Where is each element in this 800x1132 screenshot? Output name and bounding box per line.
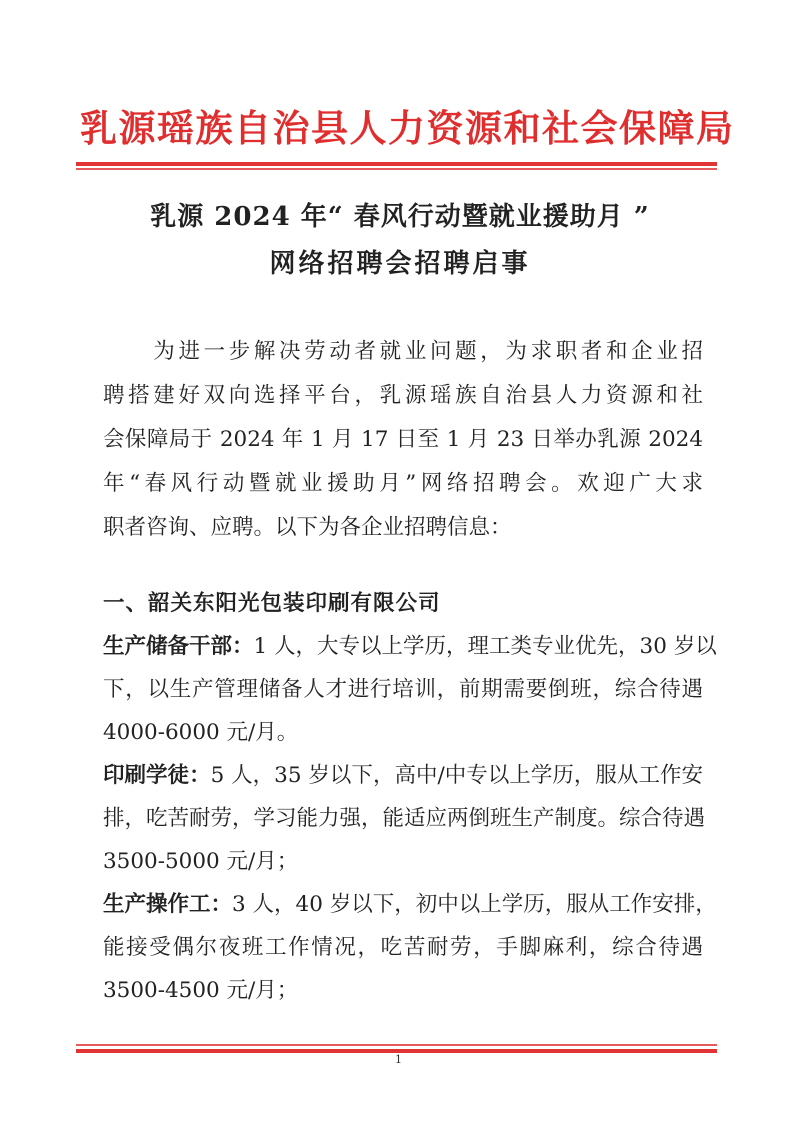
page-number: 1 [395,1053,402,1066]
position-text: 5 人，35 岁以下，高中/中专以上学历，服从工作安 [210,763,703,788]
company-heading: 一、韶关东阳光包装印刷有限公司 [103,591,441,616]
letterhead-rule-thin [76,168,717,170]
position-line: 3500-4500 元/月； [103,978,299,1003]
intro-line: 年“春风行动暨就业援助月”网络招聘会。欢迎广大求 [103,471,703,496]
intro-line: 职者咨询、应聘。以下为各企业招聘信息： [103,515,512,540]
position-line: 下，以生产管理储备人才进行培训，前期需要倒班，综合待遇 [103,677,703,702]
position-first-line [103,754,703,797]
letterhead-agency-name: 乳源瑶族自治县人力资源和社会保障局 [80,106,735,150]
position-text: 1 人，大专以上学历，理工类专业优先，30 岁以 [253,634,717,659]
position-text: 3 人，40 岁以下，初中以上学历，服从工作安排， [232,892,717,917]
letterhead-rule-thick [76,162,717,166]
position-first-line [103,625,717,668]
position-title: 生产操作工： [103,892,233,917]
document-title-line-2: 网络招聘会招聘启事 [269,249,531,279]
position-title: 生产储备干部： [103,634,254,659]
intro-line: 为进一步解决劳动者就业问题，为求职者和企业招 [103,339,703,364]
company-section [103,582,717,1012]
position-line: 4000-6000 元/月。 [103,720,299,745]
position-line: 能接受偶尔夜班工作情况，吃苦耐劳，手脚麻利，综合待遇 [103,935,703,960]
position-line: 排，吃苦耐劳，学习能力强，能适应两倒班生产制度。综合待遇 [103,806,706,831]
position-title: 印刷学徒： [103,763,211,788]
intro-paragraph [103,330,703,550]
position-first-line [103,883,717,926]
position-line: 3500-5000 元/月； [103,849,299,874]
footer-rule-thin [76,1044,717,1046]
intro-line: 聘搭建好双向选择平台，乳源瑶族自治县人力资源和社 [103,383,703,408]
document-title-line-1: 乳源 2024 年“ 春风行动暨就业援助月 ” [150,202,650,232]
intro-line: 会保障局于 2024 年 1 月 17 日至 1 月 23 日举办乳源 2024 [103,427,703,452]
